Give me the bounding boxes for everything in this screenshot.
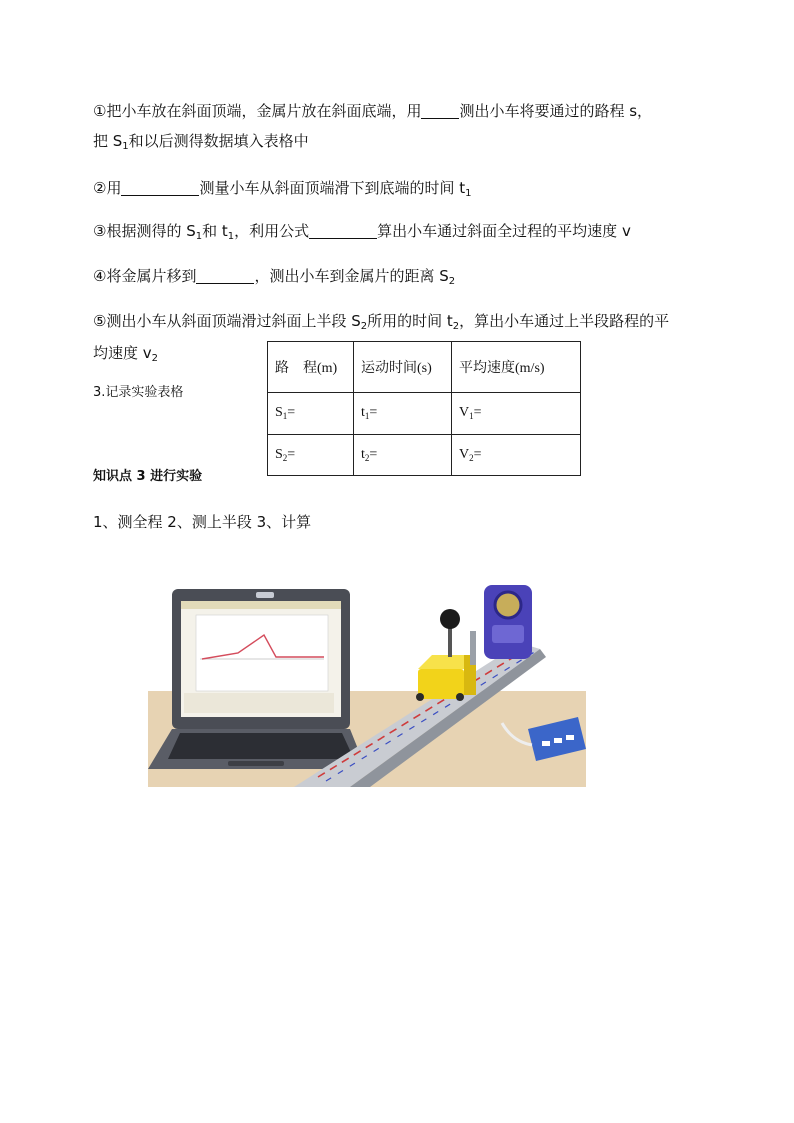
- step-4-sub: 2: [448, 276, 456, 287]
- step-5-text-a: ⑤测出小车从斜面顶端滑过斜面上半段 S: [93, 312, 361, 330]
- step-5-text-c: ，算出小车通过上半段路程的平: [459, 312, 670, 330]
- step-5-text-b: 所用的时间 t: [367, 312, 453, 330]
- cart-flag: [440, 609, 460, 629]
- step-3-text-b: 和 t: [202, 222, 228, 240]
- experiment-photo: [148, 573, 586, 787]
- step-3-sub-1: 1: [195, 231, 203, 242]
- cell-v2[interactable]: $V_2=$: [452, 434, 581, 475]
- step-4-text-a: ④将金属片移到: [93, 267, 197, 285]
- cell-t2[interactable]: $t_2=$: [354, 434, 452, 475]
- step-1-text-b: 测出小车将要通过的路程 s，: [459, 102, 653, 120]
- cell-v1[interactable]: $V_1=$: [452, 393, 581, 434]
- step-2-text-b: 测量小车从斜面顶端滑下到底端的时间 t: [199, 179, 466, 197]
- step-1-text-a: ①把小车放在斜面顶端，金属片放在斜面底端，用: [93, 102, 422, 120]
- record-table: [267, 341, 581, 476]
- knowledge-point-title: 知识点 3 进行实验: [93, 469, 203, 484]
- header-time: 运动时间(s): [354, 342, 452, 393]
- table-row: [268, 393, 581, 434]
- laptop: [148, 589, 366, 769]
- step-4-blank[interactable]: [196, 267, 254, 284]
- step-1-text-d: 和以后测得数据填入表格中: [128, 132, 309, 150]
- step-2-blank[interactable]: [121, 179, 199, 196]
- step-5-line-2: [93, 343, 158, 363]
- step-5-text-d: 均速度 v: [93, 344, 152, 362]
- step-3-text-c: ，利用公式: [234, 222, 310, 240]
- cell-t1[interactable]: $t_1=$: [354, 393, 452, 434]
- step-1-sub: 1: [122, 141, 129, 152]
- step-3-blank[interactable]: [309, 222, 377, 239]
- step-1-line-1: [93, 101, 652, 121]
- step-5-sub-3: 2: [151, 353, 159, 364]
- step-5-sub-2: 2: [452, 321, 460, 332]
- step-1-blank[interactable]: [421, 102, 459, 119]
- step-5-sub-1: 2: [360, 321, 368, 332]
- step-5-line-1: [93, 311, 669, 331]
- step-3-line: [93, 221, 631, 241]
- experiment-steps: 1、测全程 2、测上半段 3、计算: [93, 513, 312, 531]
- step-3-text-d: 算出小车通过斜面全过程的平均速度 v: [377, 222, 631, 240]
- table-header-row: [268, 342, 581, 393]
- step-1-line-2: [93, 131, 309, 151]
- step-2-line: [93, 178, 471, 198]
- cell-s2[interactable]: $S_2=$: [268, 434, 354, 475]
- section-3-label: 3.记录实验表格: [93, 385, 184, 400]
- header-distance: 路 程(m): [268, 342, 354, 393]
- cart: [416, 609, 476, 701]
- step-2-text-a: ②用: [93, 179, 122, 197]
- step-1-text-c: 把 S: [93, 132, 123, 150]
- cell-s1[interactable]: $S_1=$: [268, 393, 354, 434]
- table-row: [268, 434, 581, 475]
- step-4-line: [93, 266, 455, 286]
- header-speed: 平均速度(m/s): [452, 342, 581, 393]
- step-4-text-b: ，测出小车到金属片的距离 S: [254, 267, 449, 285]
- step-3-sub-2: 1: [227, 231, 235, 242]
- step-2-sub: 1: [465, 188, 472, 199]
- motion-sensor: [470, 585, 532, 665]
- step-3-text-a: ③根据测得的 S: [93, 222, 196, 240]
